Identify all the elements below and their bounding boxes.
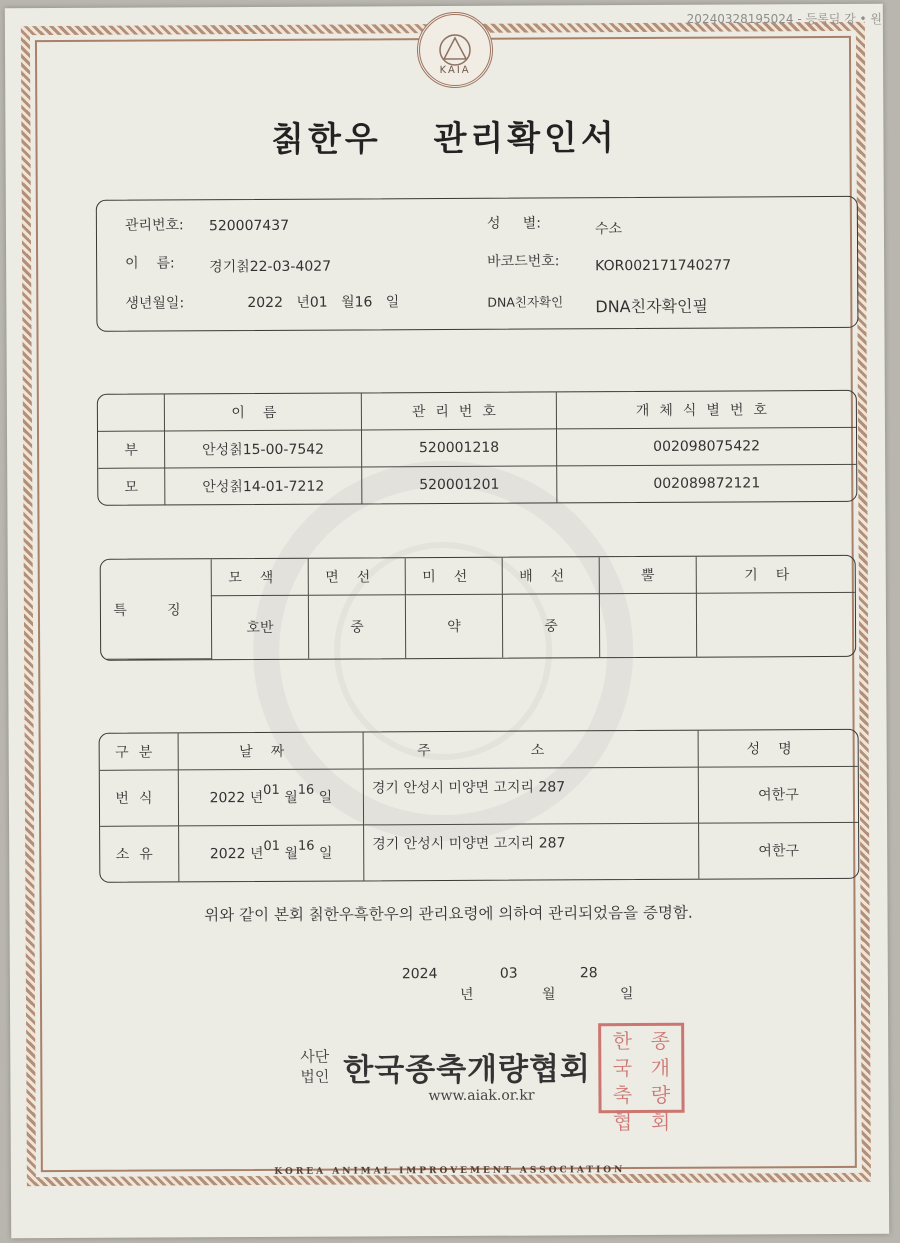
feature-header-tail: 미선 [405, 558, 502, 595]
reg-day: 16 [297, 782, 315, 799]
day-unit: 일 [385, 294, 400, 311]
reg-year-unit: 년 [249, 846, 264, 863]
feature-header-coat: 모색 [211, 559, 308, 596]
table-row [98, 427, 856, 468]
feature-etc-value [696, 592, 855, 656]
month-unit: 월 [341, 294, 355, 311]
reg-month-unit: 월 [284, 790, 298, 807]
print-timestamp: 20240328195024 - 등록딤 강 • 원 [686, 12, 882, 26]
features-label: 특 징 [101, 559, 212, 659]
parent-mgmt-no: 520001218 [361, 428, 556, 466]
reg-month: 01 [263, 783, 280, 799]
feature-coat-value: 호반 [211, 595, 308, 659]
registry-type: 소유 [100, 826, 179, 882]
reg-month-unit: 월 [284, 846, 299, 863]
birth-date [247, 291, 399, 312]
reg-month: 01 [263, 839, 281, 855]
title-breed: 칡한우 [271, 119, 382, 160]
parent-id-no: 002089872121 [557, 464, 857, 502]
footer-org-english: KOREA ANIMAL IMPROVEMENT ASSOCIATION [274, 1165, 626, 1177]
reg-year: 2022 [209, 846, 246, 863]
parents-header-mgmt: 관리번호 [361, 392, 556, 429]
registry-header-date: 날짜 [178, 732, 363, 769]
reg-year: 2022 [209, 790, 246, 807]
registry-address: 경기 안성시 미양면 고지리 287 [363, 767, 698, 825]
org-prefix [300, 1047, 329, 1087]
emblem-triangle-icon [438, 33, 472, 67]
birth-month: 01 [309, 294, 328, 311]
feature-header-back: 배선 [502, 557, 599, 594]
seal-char: 국 [612, 1056, 633, 1081]
feature-tail-value: 약 [405, 594, 502, 658]
organization-name: 한국종축개량협회 [343, 1051, 592, 1089]
feature-face-value: 중 [308, 594, 405, 658]
parent-mgmt-no: 520001201 [362, 466, 557, 504]
parents-header-id: 개체식별번호 [556, 391, 856, 429]
certificate-paper [5, 4, 889, 1239]
seal-char: 량 [650, 1082, 671, 1107]
registry-header-owner: 성명 [698, 730, 858, 767]
issue-year-unit: 년 [459, 986, 474, 1003]
issue-month: 03 [499, 965, 518, 982]
registry-date [178, 768, 363, 825]
features-table [100, 555, 857, 661]
registry-header-type: 구분 [100, 733, 179, 769]
parent-id-no: 002098075422 [556, 427, 856, 466]
seal-char: 한 [612, 1029, 632, 1054]
birth-year: 2022 [247, 294, 284, 312]
seal-char: 개 [650, 1055, 671, 1080]
organization-url: www.aiak.or.kr [428, 1087, 535, 1105]
issue-day: 28 [579, 965, 598, 982]
feature-header-horn: 뿔 [599, 557, 696, 594]
feature-header-face: 면선 [308, 558, 405, 595]
feature-header-etc: 기타 [696, 556, 855, 593]
registry-header-address: 주소 [363, 731, 698, 769]
registry-address: 경기 안성시 미양면 고지리 287 [364, 823, 699, 880]
issue-month-unit: 월 [541, 986, 556, 1003]
seal-char: 축 [612, 1083, 633, 1108]
table-row [100, 766, 858, 826]
org-prefix-line1: 사단 [300, 1047, 330, 1066]
mgmt-no-label: 관리번호: [124, 217, 184, 234]
dna-value: DNA친자확인필 [595, 296, 708, 317]
registry-date [179, 825, 364, 881]
title-doc: 관리확인서 [433, 118, 618, 160]
table-row [100, 822, 858, 881]
registry-owner: 여한구 [699, 822, 859, 878]
registry-table [99, 729, 860, 883]
name-label: 이 름: [125, 255, 175, 272]
table-row [98, 464, 856, 505]
parents-header-blank [98, 394, 165, 430]
issue-day-unit: 일 [619, 986, 634, 1003]
year-unit: 년 [296, 294, 310, 311]
animal-info-box [96, 196, 859, 332]
issue-year: 2024 [401, 966, 438, 983]
birth-label: 생년월일: [125, 295, 185, 312]
reg-year-unit: 년 [249, 790, 264, 807]
seal-char: 종 [650, 1028, 670, 1053]
feature-back-value: 중 [502, 593, 599, 657]
reg-day-unit: 일 [318, 789, 333, 806]
parents-table [97, 390, 858, 506]
certification-statement: 위와 같이 본회 칡한우흑한우의 관리요령에 의하여 관리되었음을 증명함. [204, 903, 693, 925]
registry-owner: 여한구 [698, 766, 858, 823]
sex-label: 성 별: [486, 215, 541, 232]
barcode-label: 바코드번호: [487, 253, 560, 270]
reg-day-unit: 일 [318, 846, 333, 863]
parents-header-name: 이름 [164, 393, 361, 430]
parent-relation: 부 [98, 430, 165, 468]
org-prefix-line2: 법인 [300, 1067, 330, 1086]
dna-label: DNA친자확인 [487, 294, 564, 310]
parent-relation: 모 [98, 468, 165, 505]
barcode-value: KOR002171740277 [595, 257, 732, 275]
birth-day: 16 [354, 294, 373, 311]
official-seal [598, 1023, 684, 1135]
emblem-label: KAIA [439, 64, 471, 77]
parent-name: 안성칡15-00-7542 [164, 429, 361, 467]
name-value: 경기칡22-03-4027 [209, 258, 332, 276]
document-title [5, 109, 883, 163]
association-emblem [417, 12, 493, 88]
seal-char: 회 [650, 1109, 671, 1134]
mgmt-no-value: 520007437 [208, 217, 290, 235]
feature-horn-value [599, 593, 696, 657]
seal-char: 협 [612, 1110, 633, 1135]
reg-day: 16 [297, 839, 315, 855]
parent-name: 안성칡14-01-7212 [165, 467, 362, 505]
registry-type: 번식 [100, 769, 179, 826]
sex-value: 수소 [594, 221, 623, 238]
